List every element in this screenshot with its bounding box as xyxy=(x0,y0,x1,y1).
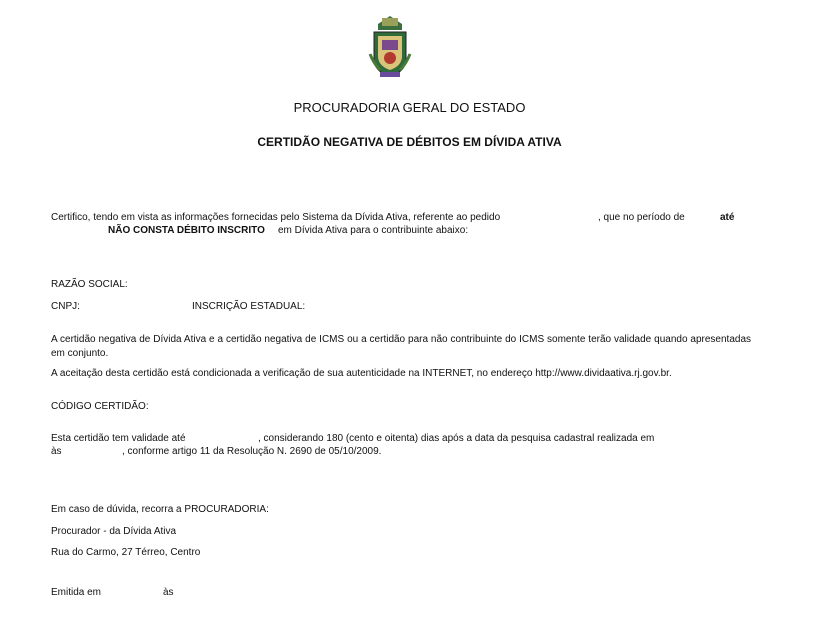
validity-note: A certidão negativa de Dívida Ativa e a certidão negativa de ICMS ou a certidão para não contribuinte do ICMS somente terão validade quando apresentadas em conjunto. xyxy=(51,334,751,359)
certify-intro: Certifico, tendo em vista as informações fornecidas pelo Sistema da Dívida Ativa, referente ao pedido xyxy=(51,212,501,223)
validity-line2-end: , conforme artigo 11 da Resolução N. 2690 de 05/10/2009. xyxy=(122,446,382,457)
company-name-label: RAZÃO SOCIAL: xyxy=(51,279,128,290)
certify-period: , que no período de xyxy=(598,212,685,223)
cnpj-label: CNPJ: xyxy=(51,301,80,312)
validity-line1-start: Esta certidão tem validade até xyxy=(51,433,186,444)
contact-intro: Em caso de dúvida, recorra a PROCURADORIA: xyxy=(51,504,269,515)
validity-line1-end: , considerando 180 (cento e oitenta) dias após a data da pesquisa cadastral realizada em xyxy=(258,433,655,444)
certificate-code-label: CÓDIGO CERTIDÃO: xyxy=(51,401,149,412)
acceptance-note: A aceitação desta certidão está condicionada a verificação de sua autenticidade na INTERNET, no endereço http://www.dividaativa.rj.gov.br. xyxy=(51,368,672,379)
certify-tail: em Dívida Ativa para o contribuinte abaixo: xyxy=(278,225,469,236)
issued-at: às xyxy=(163,587,174,598)
certify-status: NÃO CONSTA DÉBITO INSCRITO xyxy=(108,225,265,236)
document-title: CERTIDÃO NEGATIVA DE DÉBITOS EM DÍVIDA ATIVA xyxy=(257,135,562,149)
contact-office: Procurador - da Dívida Ativa xyxy=(51,526,177,537)
state-registration-label: INSCRIÇÃO ESTADUAL: xyxy=(192,301,306,312)
certify-until: até xyxy=(720,212,735,223)
state-coat-of-arms-icon xyxy=(368,14,412,80)
agency-name: PROCURADORIA GERAL DO ESTADO xyxy=(293,100,526,115)
issued-label: Emitida em xyxy=(51,587,102,598)
validity-line2-start: às xyxy=(51,446,62,457)
contact-address: Rua do Carmo, 27 Térreo, Centro xyxy=(51,547,201,558)
